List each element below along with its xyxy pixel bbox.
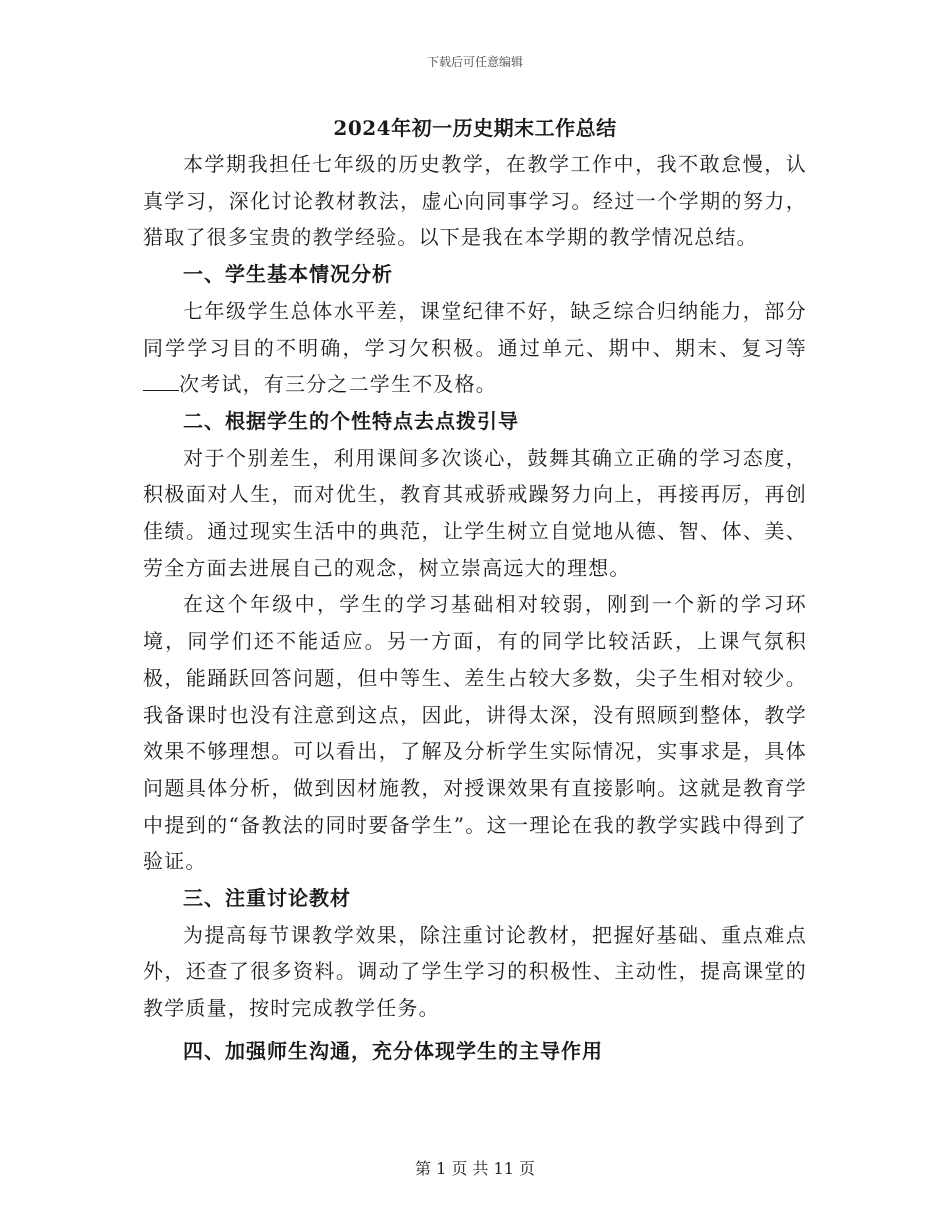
section-1-heading: 一、学生基本情况分析 <box>183 262 393 287</box>
fill-in-blank <box>143 372 179 391</box>
section-1-text-before-blank: 七年级学生总体水平差，课堂纪律不好，缺乏综合归纳能力，部分同学学习目的不明确，学习欠积极。通过单元、期中、期末、复习等 <box>143 298 807 360</box>
document-title: 2024年初一历史期末工作总结 <box>333 116 617 140</box>
section-2-heading: 二、根据学生的个性特点去点拨引导 <box>183 408 519 433</box>
intro-paragraph: 本学期我担任七年级的历史教学，在教学工作中，我不敢怠慢，认真学习，深化讨论教材教法，虚心向同事学习。经过一个学期的努力，猎取了很多宝贵的教学经验。以下是我在本学期的教学情况总结。 <box>143 152 807 250</box>
section-1-text-after-blank: 次考试，有三分之二学生不及格。 <box>179 372 497 397</box>
header-note: 下载后可任意编辑 <box>426 55 523 69</box>
section-3-paragraph: 为提高每节课教学效果，除注重讨论教材，把握好基础、重点难点外，还查了很多资料。调动了学生学习的积极性、主动性，提高课堂的教学质量，按时完成教学任务。 <box>143 922 807 1021</box>
section-2-paragraph-1: 对于个别差生，利用课间多次谈心，鼓舞其确立正确的学习态度，积极面对人生，而对优生，教育其戒骄戒躁努力向上，再接再厉，再创佳绩。通过现实生活中的典范，让学生树立自觉地从德、智、体、美、劳全方面去进展自己的观念，树立崇高远大的理想。 <box>143 445 807 580</box>
page-number-footer: 第 1 页 共 11 页 <box>415 1159 535 1178</box>
section-4-heading: 四、加强师生沟通，充分体现学生的主导作用 <box>183 1038 603 1063</box>
document-body <box>143 110 807 1070</box>
section-1-paragraph <box>143 293 807 403</box>
section-3-heading: 三、注重讨论教材 <box>183 886 351 911</box>
section-2-paragraph-2: 在这个年级中，学生的学习基础相对较弱，刚到一个新的学习环境，同学们还不能适应。另一方面，有的同学比较活跃，上课气氛积极，能踊跃回答问题，但中等生、差生占较大多数，尖子生相对较少。我备课时也没有注意到这点，因此，讲得太深，没有照顾到整体，教学效果不够理想。可以看出，了解及分析学生实际情况，实事求是，具体问题具体分析，做到因材施教，对授课效果有直接影响。这就是教育学中提到的“备教法的同时要备学生”。这一理论在我的教学实践中得到了验证。 <box>143 592 807 874</box>
